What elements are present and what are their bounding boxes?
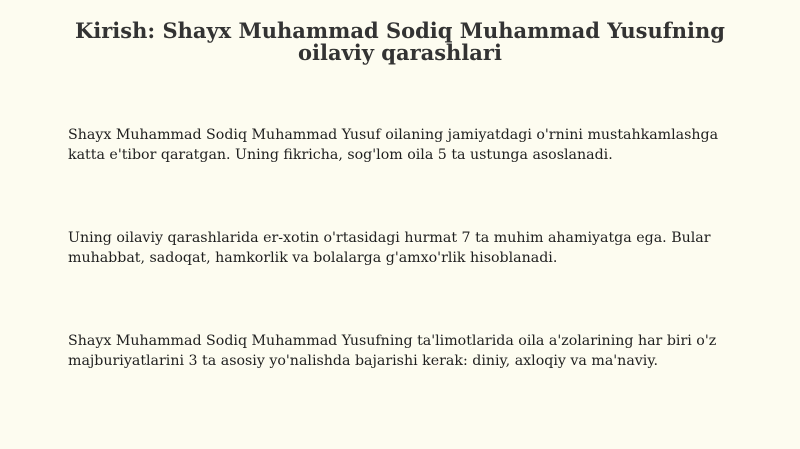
paragraph-spousal-respect: Uning oilaviy qarashlarida er-xotin o'rtasidagi hurmat 7 ta muhim ahamiyatga ega. Bular muhabbat, sadoqat, hamkorlik va bolalarga g'amxo'rlik hisoblanadi. bbox=[68, 230, 711, 266]
paragraph-family-foundations: Shayx Muhammad Sodiq Muhammad Yusuf oilaning jamiyatdagi o'rnini mustahkamlashga katta e'tibor qaratgan. Uning fikricha, sog'lom oila 5 ta ustunga asoslanadi. bbox=[68, 127, 719, 163]
paragraph-member-duties: Shayx Muhammad Sodiq Muhammad Yusufning ta'limotlarida oila a'zolarining har biri o'z majburiyatlarini 3 ta asosiy yo'nalishda bajarishi kerak: diniy, axloqiy va ma'naviy. bbox=[68, 333, 717, 369]
slide-title: Kirish: Shayx Muhammad Sodiq Muhammad Yusufning oilaviy qarashlari bbox=[75, 18, 725, 65]
